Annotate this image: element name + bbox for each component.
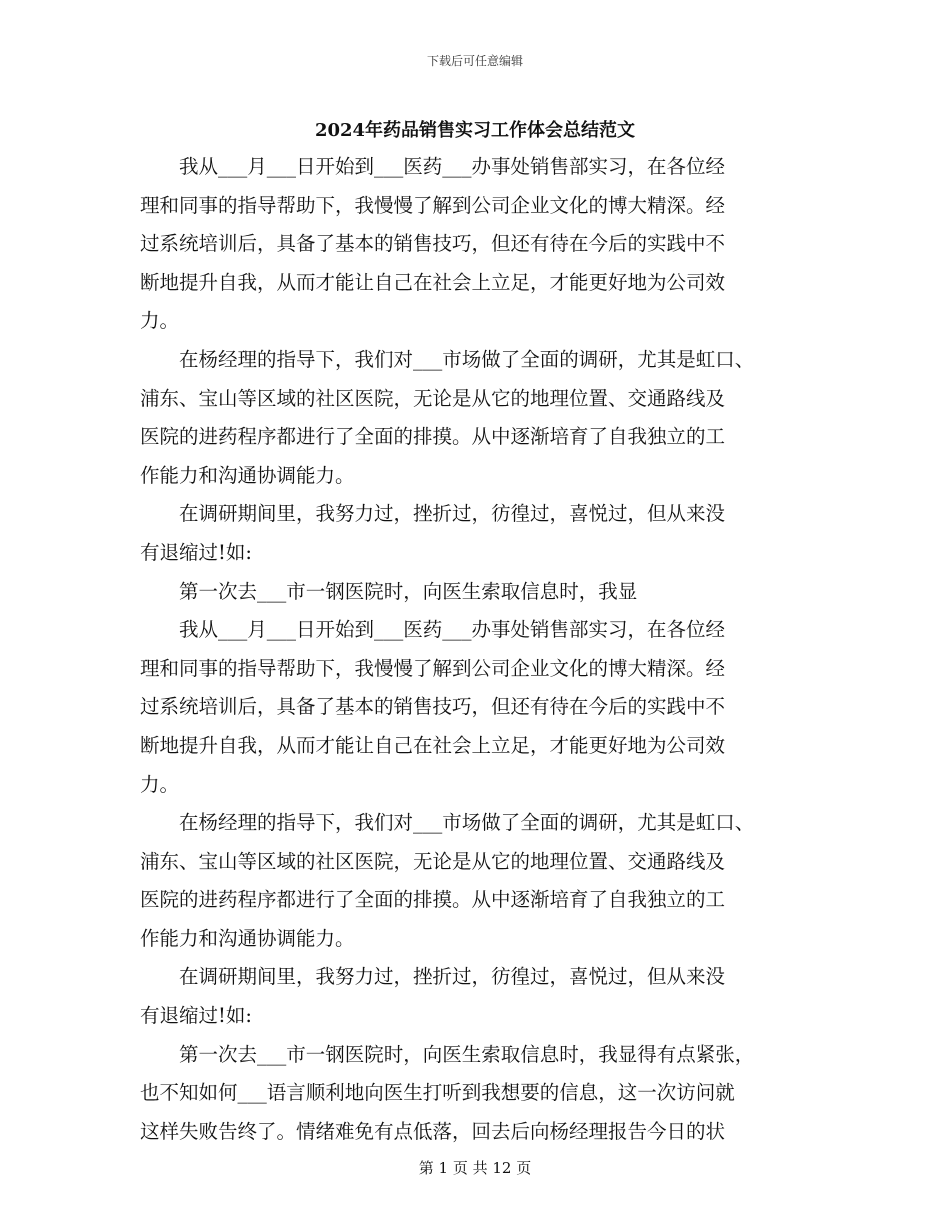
document-body: [140, 148, 830, 1151]
body-paragraph: 第一次去___市一钢医院时，向医生索取信息时，我显: [179, 579, 638, 603]
body-paragraph: 第一次去___市一钢医院时，向医生索取信息时，我显得有点紧张， 也不知如何___语言顺利地向医生打听到我想要的信息，这一次访问就 这样失败告终了。情绪难免有点低落，回去后向杨经理报告今日的状: [140, 1042, 755, 1143]
body-paragraph: 我从___月___日开始到___医药___办事处销售部实习，在各位经 理和同事的指导帮助下，我慢慢了解到公司企业文化的博大精深。经 过系统培训后，具备了基本的销售技巧，但还有待在今后的实践中不 断地提升自我，从而才能让自己在社会上立足，才能更好地为公司效 力。: [140, 618, 726, 796]
document-title: 2024年药品销售实习工作体会总结范文: [314, 120, 636, 141]
body-paragraph: 在杨经理的指导下，我们对___市场做了全面的调研，尤其是虹口、 浦东、宝山等区域的社区医院，无论是从它的地理位置、交通路线及 医院的进药程序都进行了全面的排摸。从中逐渐培育了自我独立的工 作能力和沟通协调能力。: [140, 811, 755, 950]
body-paragraph: 在杨经理的指导下，我们对___市场做了全面的调研，尤其是虹口、 浦东、宝山等区域的社区医院，无论是从它的地理位置、交通路线及 医院的进药程序都进行了全面的排摸。从中逐渐培育了自我独立的工 作能力和沟通协调能力。: [140, 347, 755, 487]
page-header-note: 下载后可任意编辑: [426, 54, 523, 68]
body-paragraph: 在调研期间里，我努力过，挫折过，彷徨过，喜悦过，但从来没 有退缩过!如:: [140, 502, 726, 564]
page-number-footer: 第 1 页 共 12 页: [418, 1159, 532, 1177]
body-paragraph: 在调研期间里，我努力过，挫折过，彷徨过，喜悦过，但从来没 有退缩过!如:: [140, 965, 726, 1028]
body-paragraph: 我从___月___日开始到___医药___办事处销售部实习，在各位经 理和同事的指导帮助下，我慢慢了解到公司企业文化的博大精深。经 过系统培训后，具备了基本的销售技巧，但还有待在今后的实践中不 断地提升自我，从而才能让自己在社会上立足，才能更好地为公司效 力。: [140, 155, 726, 333]
